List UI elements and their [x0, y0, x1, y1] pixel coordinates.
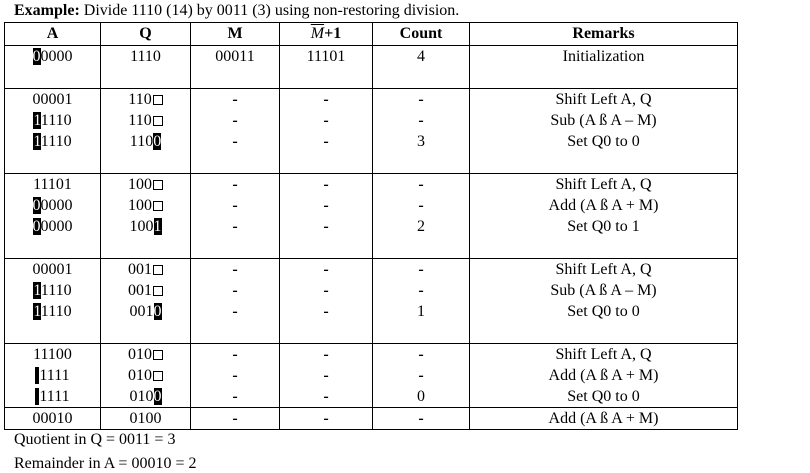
cell-a	[5, 216, 101, 237]
spacer-row	[5, 67, 738, 89]
header-mbar	[280, 23, 373, 46]
division-table	[4, 22, 738, 430]
step1-set-row	[5, 131, 738, 152]
cell-m: -	[191, 131, 280, 152]
cell-count: 0	[373, 386, 470, 408]
cell-m: -	[191, 408, 280, 430]
highlight-bit: 0	[32, 48, 41, 65]
cell-q: 1110	[101, 46, 191, 68]
cell-remarks: Shift Left A, Q	[470, 174, 738, 196]
highlight-bit: 1	[33, 282, 41, 299]
q-bits: 100	[129, 218, 154, 235]
cell-a	[5, 131, 101, 152]
cell-a	[5, 365, 101, 386]
a-rest: 1111	[39, 388, 70, 405]
cell-remarks: Set Q0 to 0	[470, 131, 738, 152]
q-bits: 001	[128, 282, 152, 299]
cell-q	[101, 259, 191, 281]
highlight-bit: 0	[153, 133, 162, 150]
spacer-row	[5, 237, 738, 259]
q-bits: 100	[128, 197, 152, 214]
cell-m: -	[191, 110, 280, 131]
cell-mbar: -	[280, 110, 373, 131]
cell-count: 3	[373, 131, 470, 152]
cell-count: -	[373, 408, 470, 430]
cell-a: 00001	[5, 259, 101, 281]
step3-shift-row	[5, 259, 738, 281]
empty-bit-box	[153, 350, 163, 360]
header-a: A	[5, 23, 101, 46]
cell-m: -	[191, 174, 280, 196]
cell-a: 11100	[5, 344, 101, 366]
cell-remarks: Shift Left A, Q	[470, 344, 738, 366]
cell-remarks: Shift Left A, Q	[470, 89, 738, 111]
a-rest: 1110	[40, 112, 72, 129]
cell-m: -	[191, 89, 280, 111]
a-rest: 1110	[40, 133, 72, 150]
spacer-row	[5, 322, 738, 344]
cell-count: -	[373, 174, 470, 196]
cell-count: -	[373, 195, 470, 216]
cell-a	[5, 280, 101, 301]
cell-mbar: -	[280, 216, 373, 237]
step3-set-row	[5, 301, 738, 322]
step1-op-row	[5, 110, 738, 131]
empty-bit-box	[153, 371, 163, 381]
cell-mbar: -	[280, 301, 373, 322]
cell-q	[101, 386, 191, 408]
cell-mbar: -	[280, 344, 373, 366]
cell-a	[5, 301, 101, 322]
header-remarks: Remarks	[470, 23, 738, 46]
cell-remarks: Add (A ß A + M)	[470, 195, 738, 216]
cell-remarks: Sub (A ß A – M)	[470, 280, 738, 301]
highlight-bit: 1	[33, 303, 41, 320]
cell-m: -	[191, 195, 280, 216]
quotient-text: Quotient in Q = 0011 = 3	[14, 431, 176, 448]
cell-a	[5, 110, 101, 131]
cell-remarks: Initialization	[470, 46, 738, 68]
header-count: Count	[373, 23, 470, 46]
cell-mbar: -	[280, 131, 373, 152]
highlight-bit: 1	[33, 133, 41, 150]
q-bits: 010	[129, 388, 154, 405]
cell-count: -	[373, 365, 470, 386]
cell-q	[101, 280, 191, 301]
q-bits: 110	[129, 133, 154, 150]
cell-count: -	[373, 280, 470, 301]
empty-bit-box	[153, 265, 163, 275]
a-rest: 1111	[39, 367, 70, 384]
step2-shift-row	[5, 174, 738, 196]
cell-mbar: -	[280, 408, 373, 430]
spacer-row	[5, 152, 738, 174]
cell-a	[5, 386, 101, 408]
cell-m: -	[191, 280, 280, 301]
cell-m: -	[191, 365, 280, 386]
empty-bit-box	[153, 116, 163, 126]
cell-m: -	[191, 301, 280, 322]
step2-set-row	[5, 216, 738, 237]
cell-q	[101, 174, 191, 196]
empty-bit-box	[153, 95, 163, 105]
q-bits: 110	[128, 91, 152, 108]
cell-remarks: Add (A ß A + M)	[470, 408, 738, 430]
highlight-bit: 1	[33, 112, 41, 129]
q-bits: 010	[128, 346, 152, 363]
cell-q	[101, 344, 191, 366]
step4-op-row	[5, 365, 738, 386]
q-bits: 110	[128, 112, 152, 129]
cell-q	[101, 301, 191, 322]
cell-mbar: -	[280, 259, 373, 281]
cell-m: -	[191, 386, 280, 408]
cell-a	[5, 195, 101, 216]
mbar-suffix: +1	[324, 25, 342, 42]
cell-count: 4	[373, 46, 470, 68]
cell-mbar: -	[280, 365, 373, 386]
cell-count: -	[373, 344, 470, 366]
cell-q	[101, 110, 191, 131]
cell-mbar: -	[280, 280, 373, 301]
example-text: Divide 1110 (14) by 0011 (3) using non-restoring division.	[83, 2, 460, 19]
cell-remarks: Sub (A ß A – M)	[470, 110, 738, 131]
header-row	[5, 23, 738, 46]
cell-a: 00001	[5, 89, 101, 111]
cell-m: -	[191, 216, 280, 237]
step4-set-row	[5, 386, 738, 408]
cell-count: 2	[373, 216, 470, 237]
q-bits: 001	[128, 261, 152, 278]
q-bits: 100	[128, 176, 152, 193]
a-rest: 1110	[40, 282, 72, 299]
cell-mbar: -	[280, 386, 373, 408]
step2-op-row	[5, 195, 738, 216]
a-rest: 0000	[40, 48, 73, 65]
cell-m: 00011	[191, 46, 280, 68]
highlight-bit: 0	[32, 197, 41, 214]
init-row	[5, 46, 738, 68]
step3-op-row	[5, 280, 738, 301]
cell-remarks: Set Q0 to 0	[470, 301, 738, 322]
cell-mbar: 11101	[280, 46, 373, 68]
highlight-bit: 0	[153, 388, 162, 405]
cell-m: -	[191, 344, 280, 366]
q-bits: 001	[129, 303, 154, 320]
final-row	[5, 408, 738, 430]
highlight-bit: 1	[153, 218, 162, 235]
a-rest: 1110	[40, 303, 72, 320]
cell-remarks: Add (A ß A + M)	[470, 365, 738, 386]
cell-remarks: Shift Left A, Q	[470, 259, 738, 281]
cell-a: 11101	[5, 174, 101, 196]
cell-count: -	[373, 259, 470, 281]
cell-a	[5, 46, 101, 68]
cell-mbar: -	[280, 89, 373, 111]
mbar-symbol: $\overline{M}$	[310, 25, 325, 42]
cell-m: -	[191, 259, 280, 281]
cell-q	[101, 216, 191, 237]
cell-q	[101, 131, 191, 152]
a-rest: 0000	[40, 218, 73, 235]
empty-bit-box	[153, 201, 163, 211]
cell-a: 00010	[5, 408, 101, 430]
cell-q	[101, 89, 191, 111]
cell-q: 0100	[101, 408, 191, 430]
cell-mbar: -	[280, 195, 373, 216]
cell-count: 1	[373, 301, 470, 322]
example-label: Example:	[14, 2, 80, 19]
cell-count: -	[373, 89, 470, 111]
cell-count: -	[373, 110, 470, 131]
cell-q	[101, 365, 191, 386]
cell-q	[101, 195, 191, 216]
cell-remarks: Set Q0 to 1	[470, 216, 738, 237]
cell-mbar: -	[280, 174, 373, 196]
highlight-bit: 0	[32, 218, 41, 235]
step4-shift-row	[5, 344, 738, 366]
example-title	[14, 2, 459, 20]
cell-remarks: Set Q0 to 0	[470, 386, 738, 408]
q-bits: 010	[128, 367, 152, 384]
remainder-text: Remainder in A = 00010 = 2	[14, 455, 197, 472]
step1-shift-row	[5, 89, 738, 111]
a-rest: 0000	[40, 197, 73, 214]
empty-bit-box	[153, 180, 163, 190]
highlight-bit: 0	[153, 303, 162, 320]
header-q: Q	[101, 23, 191, 46]
empty-bit-box	[153, 286, 163, 296]
header-m: M	[191, 23, 280, 46]
